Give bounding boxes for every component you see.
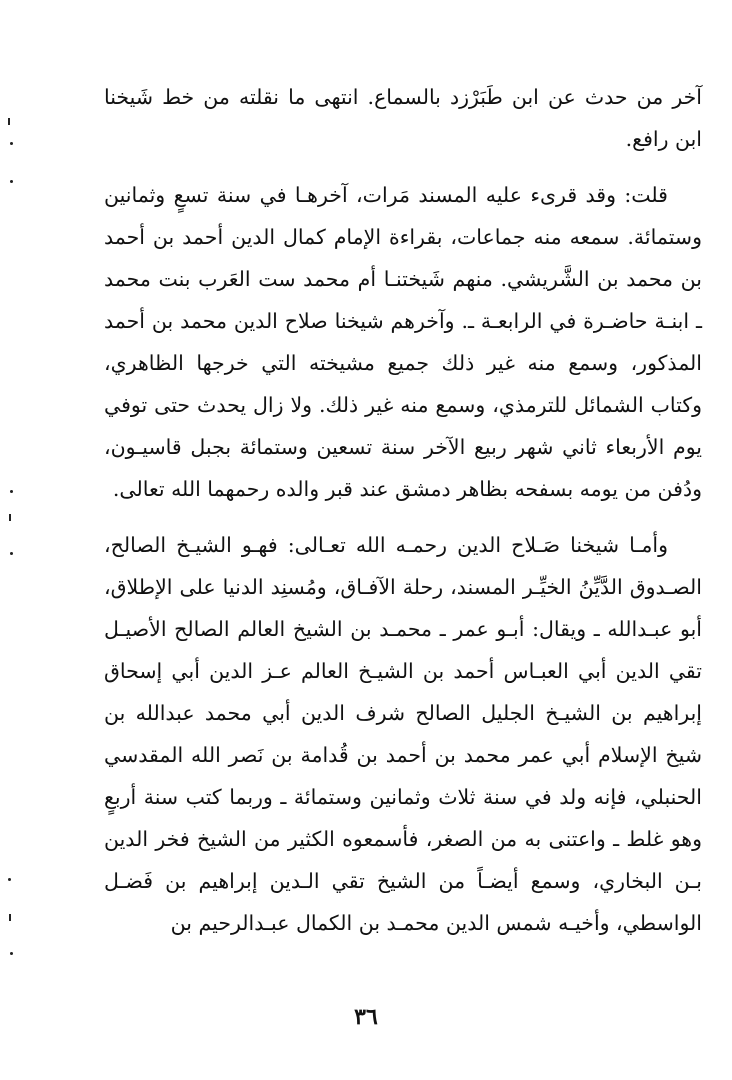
paragraph-3: وأمـا شيخنا صَـلاح الدين رحمـه الله تعـالى: فهـو الشيـخ الصالح، الصـدوق الدَّيِّنُ الخيِّـر المسند، رحلة الآفـاق، ومُسنِد الدنيا على الإطلاق، أبو عبـدالله ـ ويقال: أبـو عمر ـ محمـد بن الشيخ العالم الصالح الأصيـل تقي الدين أبي العبـاس أحمد بن الشيـخ العالم عـز الدين أبي إسحاق إبراهيم بن الشيـخ الجليل الصالح شرف الدين أبي محمد عبدالله بن شيخ الإسلام أبي عمر محمد بن أحمد بن قُدامة بن نَصر الله المقدسي الحنبلي، فإنه ولد في سنة ثلاث وثمانين وستمائة ـ وربما كتب سنة أربعٍ وهو غلط ـ واعتنى به من الصغر، فأسمعوه الكثير من الشيخ فخر الدين بـن البخاري، وسمع أيضـاً من الشيخ تقي الـدين إبراهيم بن فَضـل الواسطي، وأخيـه شمس الدين محمـد بن الكمال عبـدالرحيم بن bbox=[104, 533, 702, 935]
scan-speck bbox=[8, 118, 10, 125]
page-number: ٣٦ bbox=[354, 1004, 378, 1030]
paragraph-2: قلت: وقد قرىء عليه المسند مَرات، آخرهـا في سنة تسعٍ وثمانين وستمائة. سمعه منه جماعات، بقراءة الإمام كمال الدين أحمد بن أحمد بن محمد بن الشَّريشي. منهم شَيختنـا أم محمد ست العَرب بنت محمد ـ ابنـة حاضـرة في الرابعـة ـ. وآخرهم شيخنا صلاح الدين محمد بن أحمد المذكور، وسمع منه غير ذلك جميع مشيخته التي خرجها الظاهري، وكتاب الشمائل للترمذي، وسمع منه غير ذلك. ولا زال يحدث حتى توفي يوم الأربعاء ثاني شهر ربيع الآخر سنة تسعين وستمائة بجبل قاسيـون، ودُفن من يومه بسفحه بظاهر دمشق عند قبر والده رحمهما الله تعالى. bbox=[104, 183, 702, 501]
scan-speck bbox=[10, 552, 13, 555]
scan-speck bbox=[10, 142, 13, 145]
paragraph-1: آخر من حدث عن ابن طَبَرْزد بالسماع. انتهى ما نقلته من خط شَيخنا ابن رافع. bbox=[104, 85, 702, 151]
scan-speck bbox=[9, 914, 11, 921]
body-text bbox=[104, 76, 702, 944]
scan-speck bbox=[10, 490, 13, 493]
scan-speck bbox=[10, 952, 13, 955]
scan-speck bbox=[10, 180, 13, 183]
scan-speck bbox=[9, 514, 11, 521]
scan-speck bbox=[8, 878, 11, 881]
